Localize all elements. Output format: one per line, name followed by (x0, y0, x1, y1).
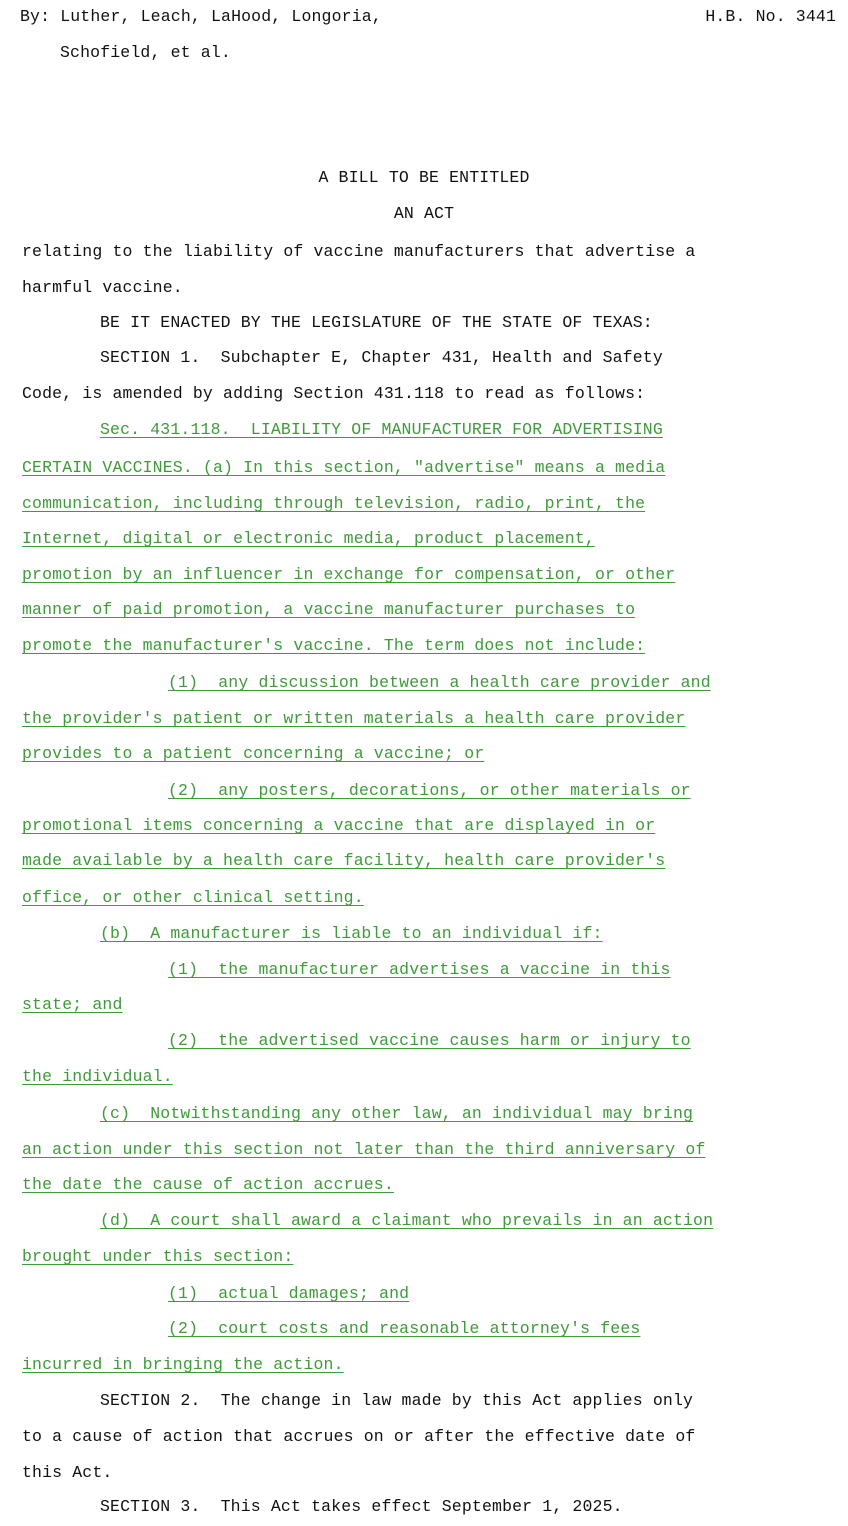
section-1-line: Code, is amended by adding Section 431.118 to read as follows: (22, 384, 646, 403)
enacting-clause: BE IT ENACTED BY THE LEGISLATURE OF THE STATE OF TEXAS: (100, 313, 653, 332)
act-title: AN ACT (393, 204, 455, 223)
added-text-line: (1) the manufacturer advertises a vaccine in this (168, 960, 671, 979)
added-text-line: the date the cause of action accrues. (22, 1175, 394, 1194)
authors-line-1: By: Luther, Leach, LaHood, Longoria, (20, 7, 382, 26)
section-2-line: this Act. (22, 1463, 113, 1482)
added-text-line: (1) actual damages; and (168, 1284, 410, 1303)
added-text-line: manner of paid promotion, a vaccine manufacturer purchases to (22, 600, 636, 619)
added-text-line: brought under this section: (22, 1247, 294, 1266)
section-2-line: to a cause of action that accrues on or after the effective date of (22, 1427, 696, 1446)
added-text-line: office, or other clinical setting. (22, 888, 364, 907)
added-text-line: (2) any posters, decorations, or other materials or (168, 781, 691, 800)
added-text-line: Sec. 431.118. LIABILITY OF MANUFACTURER FOR ADVERTISING (100, 420, 663, 439)
added-text-line: an action under this section not later than the third anniversary of (22, 1140, 706, 1159)
added-text-line: (c) Notwithstanding any other law, an individual may bring (100, 1104, 694, 1123)
added-text-line: incurred in bringing the action. (22, 1355, 344, 1374)
added-text-line: provides to a patient concerning a vaccine; or (22, 744, 485, 763)
added-text-line: communication, including through television, radio, print, the (22, 494, 646, 513)
added-text-line: (2) court costs and reasonable attorney's fees (168, 1319, 641, 1338)
added-text-line: (b) A manufacturer is liable to an individual if: (100, 924, 603, 943)
added-text-line: (1) any discussion between a health care provider and (168, 673, 711, 692)
added-text-line: the individual. (22, 1067, 173, 1086)
bill-title: A BILL TO BE ENTITLED (318, 168, 530, 187)
added-text-line: promote the manufacturer's vaccine. The term does not include: (22, 636, 646, 655)
section-2-line: SECTION 2. The change in law made by this Act applies only (100, 1391, 694, 1410)
added-text-line: state; and (22, 995, 123, 1014)
added-text-line: Internet, digital or electronic media, product placement, (22, 529, 595, 548)
bill-number: H.B. No. 3441 (705, 7, 836, 26)
added-text-line: (d) A court shall award a claimant who prevails in an action (100, 1211, 714, 1230)
section-1-line: SECTION 1. Subchapter E, Chapter 431, Health and Safety (100, 348, 663, 367)
added-text-line: (2) the advertised vaccine causes harm or injury to (168, 1031, 691, 1050)
authors-line-2: Schofield, et al. (60, 43, 231, 62)
caption-line: harmful vaccine. (22, 278, 183, 297)
section-3-line: SECTION 3. This Act takes effect September 1, 2025. (100, 1497, 623, 1516)
added-text-line: made available by a health care facility, health care provider's (22, 851, 666, 870)
added-text-line: the provider's patient or written materials a health care provider (22, 709, 686, 728)
added-text-line: promotional items concerning a vaccine that are displayed in or (22, 816, 656, 835)
caption-line: relating to the liability of vaccine manufacturers that advertise a (22, 242, 696, 261)
added-text-line: CERTAIN VACCINES. (a) In this section, "advertise" means a media (22, 458, 666, 477)
added-text-line: promotion by an influencer in exchange for compensation, or other (22, 565, 676, 584)
